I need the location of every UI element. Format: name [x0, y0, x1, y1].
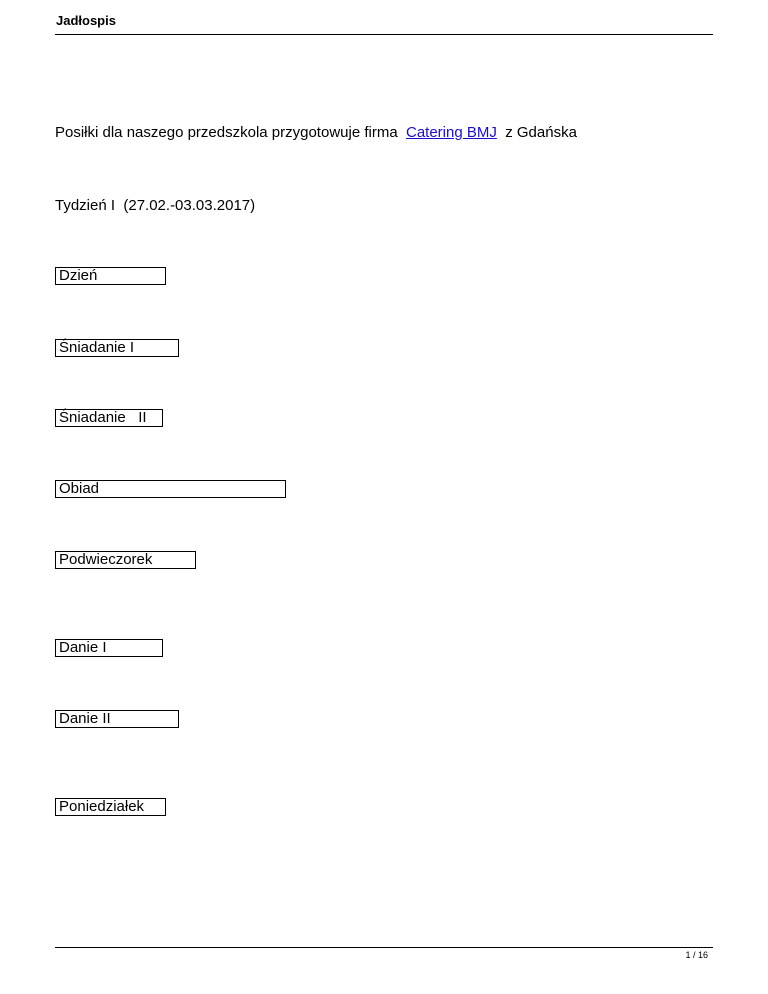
- page-title: Jadłospis: [56, 13, 116, 28]
- week-heading: Tydzień I (27.02.-03.03.2017): [55, 197, 256, 214]
- cell-lunch-header: Obiad: [55, 480, 286, 498]
- cell-course-1-header: Danie I: [55, 639, 163, 657]
- cell-day-header: Dzień: [55, 267, 166, 285]
- footer-divider: [55, 947, 713, 948]
- intro-text-before: Posiłki dla naszego przedszkola przygotowuje firma: [55, 124, 406, 141]
- header-divider: [55, 34, 713, 35]
- cell-breakfast-2-header: Śniadanie II: [55, 409, 163, 427]
- catering-bmj-link[interactable]: Catering BMJ: [406, 124, 497, 141]
- cell-breakfast-1-header: Śniadanie I: [55, 339, 179, 357]
- intro-text-after: z Gdańska: [496, 124, 577, 141]
- cell-course-2-header: Danie II: [55, 710, 179, 728]
- intro-paragraph: [55, 123, 577, 143]
- cell-monday: Poniedziałek: [55, 798, 166, 816]
- cell-afternoon-snack-header: Podwieczorek: [55, 551, 196, 569]
- page-number: 1 / 16: [685, 950, 708, 960]
